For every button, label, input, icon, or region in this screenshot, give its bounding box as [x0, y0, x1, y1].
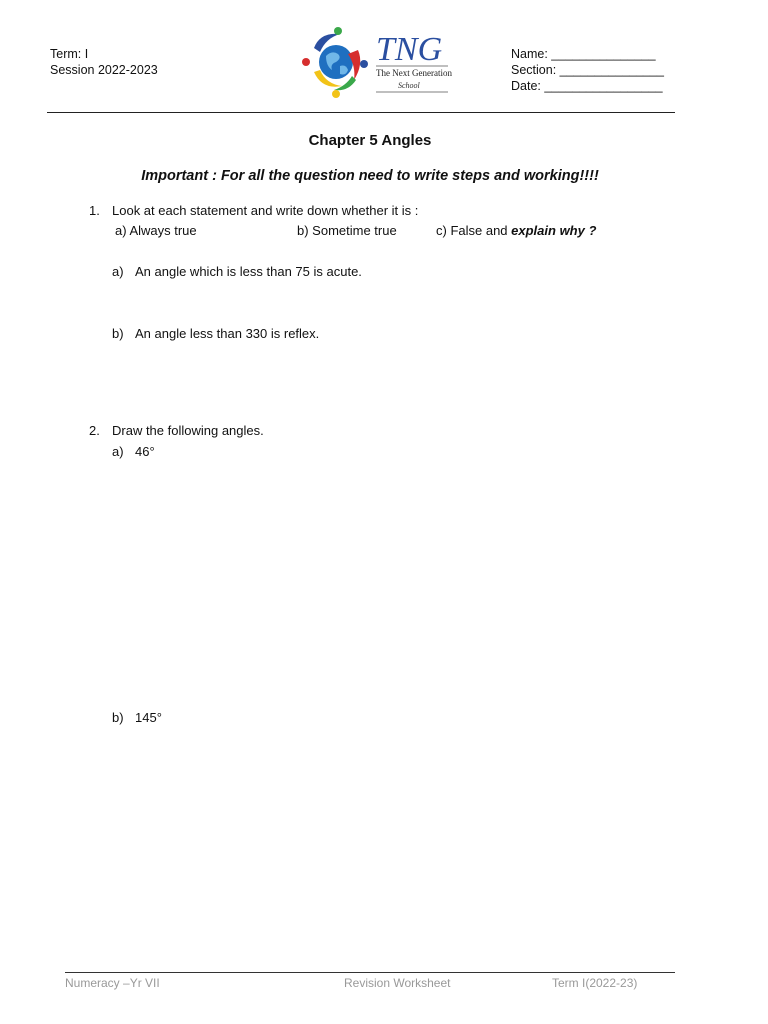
page-title: Chapter 5 Angles: [308, 132, 432, 149]
session-label: Session 2022-2023: [50, 63, 158, 77]
q1-number: 1.: [89, 203, 100, 218]
q1-item-a-text: An angle which is less than 75 is acute.: [135, 264, 362, 279]
school-logo: [300, 26, 460, 100]
q1-option-c-emphasis: explain why ?: [511, 223, 597, 238]
date-field: Date: _________________: [511, 79, 663, 93]
section-field: Section: _______________: [511, 63, 664, 77]
logo-tagline: School: [398, 81, 420, 90]
name-field: Name: _______________: [511, 47, 656, 61]
term-label: Term: I: [50, 47, 89, 61]
q2-item-a-label: a): [112, 444, 124, 459]
q2-item-b-label: b): [112, 710, 124, 725]
footer-subject: Numeracy –Yr VII: [65, 976, 160, 990]
logo-acronym: TNG: [376, 31, 443, 68]
tng-logo-graphic: [300, 26, 460, 100]
q1-item-a-label: a): [112, 264, 124, 279]
q2-text: Draw the following angles.: [112, 423, 264, 438]
q1-text: Look at each statement and write down whether it is :: [112, 203, 419, 218]
header-divider: [47, 112, 675, 113]
q1-item-b-text: An angle less than 330 is reflex.: [135, 326, 320, 341]
q1-option-b: b) Sometime true: [297, 223, 397, 238]
footer-doc-type: Revision Worksheet: [344, 976, 451, 990]
important-note: Important : For all the question need to write steps and working!!!!: [141, 168, 599, 184]
q2-item-a-text: 46°: [135, 444, 155, 459]
logo-name: The Next Generation: [376, 68, 452, 78]
q1-option-a: a) Always true: [115, 223, 197, 238]
q1-option-c: [436, 223, 596, 238]
q1-item-b-label: b): [112, 326, 124, 341]
q2-number: 2.: [89, 423, 100, 438]
q2-item-b-text: 145°: [135, 710, 162, 725]
footer-term: Term I(2022-23): [552, 976, 638, 990]
q1-option-c-prefix: c) False and: [436, 223, 512, 238]
footer-divider: [65, 972, 675, 973]
